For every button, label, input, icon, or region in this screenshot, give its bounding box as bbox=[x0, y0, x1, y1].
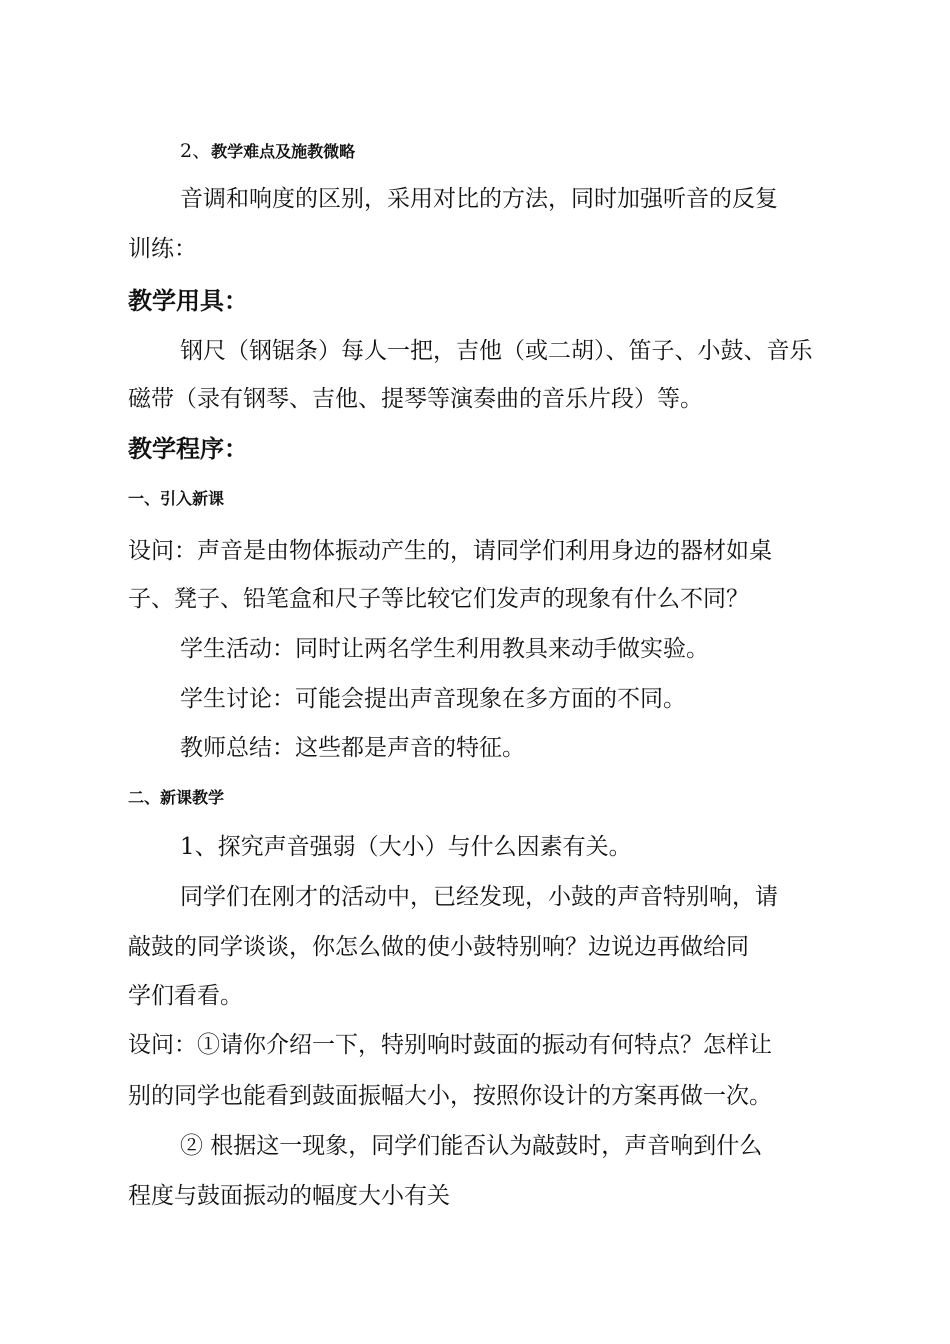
student-activity: 学生活动：同时让两名学生利用教具来动手做实验。 bbox=[180, 636, 709, 662]
difficulty-heading-text: 教学难点及施教微略 bbox=[211, 142, 356, 161]
student-discussion: 学生讨论：可能会提出声音现象在多方面的不同。 bbox=[180, 686, 686, 712]
difficulty-para-line-1: 音调和响度的区别，采用对比的方法，同时加强听音的反复 bbox=[180, 186, 778, 212]
tools-heading: 教学用具： bbox=[128, 287, 248, 315]
tools-para-line-2: 磁带（录有钢琴、吉他、提琴等演奏曲的音乐片段）等。 bbox=[128, 386, 703, 412]
teacher-summary: 教师总结：这些都是声音的特征。 bbox=[180, 735, 525, 761]
procedure-heading: 教学程序： bbox=[128, 435, 248, 463]
question1-line-2: 别的同学也能看到鼓面振幅大小，按照你设计的方案再做一次。 bbox=[128, 1083, 772, 1109]
question1-line-1: 设问：①请你介绍一下，特别响时鼓面的振动有何特点？怎样让 bbox=[128, 1032, 772, 1058]
drum-para-line-2: 敲鼓的同学谈谈，你怎么做的使小鼓特别响？边说边再做给同 bbox=[128, 934, 749, 960]
difficulty-heading bbox=[180, 138, 355, 165]
question2-line-2: 程度与鼓面振动的幅度大小有关 bbox=[128, 1183, 450, 1209]
difficulty-heading-number: 2、 bbox=[180, 140, 212, 162]
drum-para-line-1: 同学们在刚才的活动中，已经发现，小鼓的声音特别响，请 bbox=[180, 884, 778, 910]
question2-line-1: ② 根据这一现象，同学们能否认为敲鼓时，声音响到什么 bbox=[180, 1133, 763, 1159]
section2-heading: 二、新课教学 bbox=[128, 788, 225, 807]
item1: 1、探究声音强弱（大小）与什么因素有关。 bbox=[180, 834, 632, 860]
drum-para-line-3: 学们看看。 bbox=[128, 983, 243, 1009]
section1-heading: 一、引入新课 bbox=[128, 489, 225, 508]
section1-question-line-2: 子、凳子、铅笔盒和尺子等比较它们发声的现象有什么不同？ bbox=[128, 586, 749, 612]
difficulty-para-line-2: 训练： bbox=[128, 236, 197, 262]
section1-question-line-1: 设问：声音是由物体振动产生的，请同学们利用身边的器材如桌 bbox=[128, 538, 772, 564]
tools-para-line-1: 钢尺（钢锯条）每人一把，吉他（或二胡）、笛子、小鼓、音乐 bbox=[180, 338, 813, 364]
